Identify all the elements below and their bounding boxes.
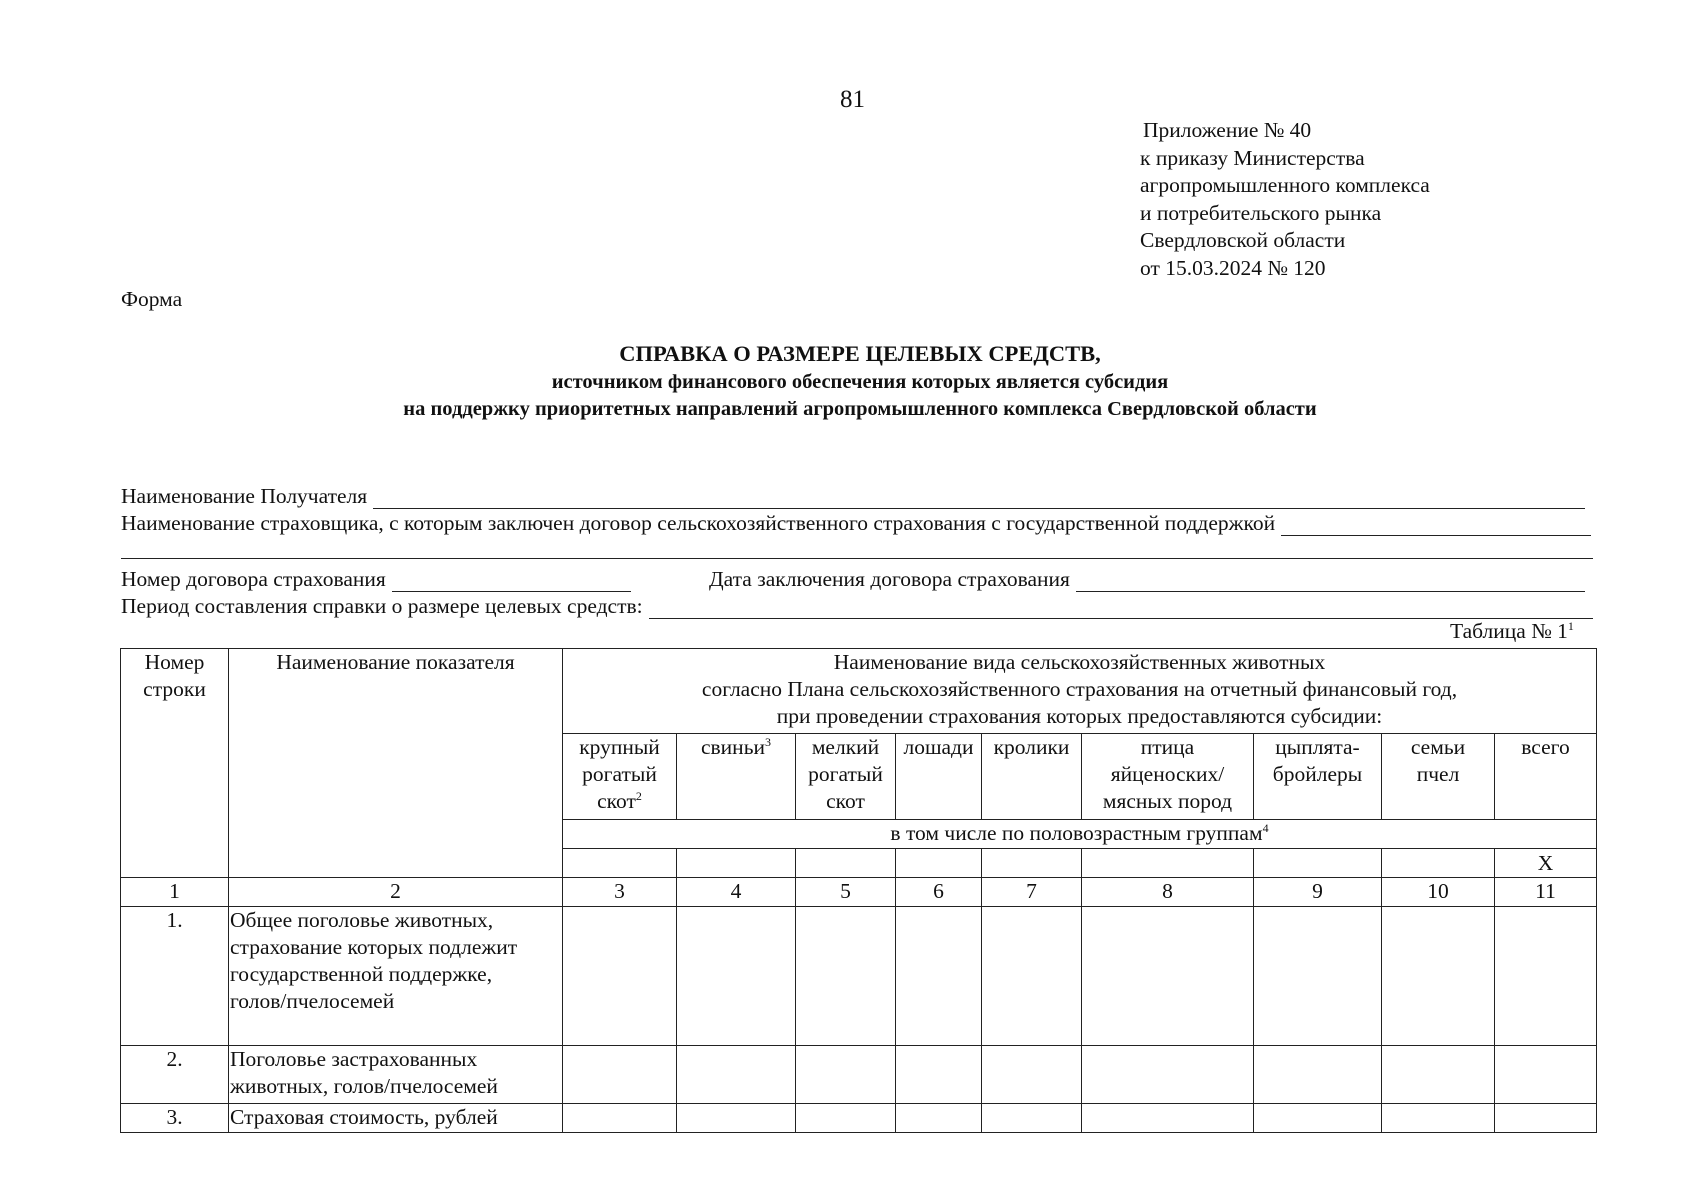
header-pigs-line — [677, 734, 795, 761]
row-indicator-line: Поголовье застрахованных — [230, 1047, 478, 1071]
header-animals-line: Наименование вида сельскохозяйственных животных — [833, 650, 1326, 674]
column-number: 11 — [1495, 878, 1597, 907]
contract-number-field — [121, 567, 631, 592]
table-caption — [1450, 619, 1574, 644]
header-cattle-line — [563, 788, 676, 815]
header-bees-line: семьи — [1410, 735, 1466, 759]
header-broilers-line: цыплята- — [1275, 735, 1360, 759]
period-field — [121, 594, 1593, 619]
insurer-label: Наименование страховщика, с которым заключен договор сельскохозяйственного страхования с государственной поддержкой — [121, 511, 1276, 535]
header-animals-line: согласно Плана сельскохозяйственного страхования на отчетный финансовый год, — [701, 677, 1458, 701]
row-indicator-line: государственной поддержке, — [230, 962, 493, 986]
table-cell[interactable] — [1082, 1104, 1254, 1133]
table-cell[interactable] — [982, 1104, 1082, 1133]
table-cell[interactable] — [796, 849, 896, 878]
table-cell[interactable] — [982, 849, 1082, 878]
table-header — [120, 648, 1597, 878]
column-number: 6 — [896, 878, 982, 907]
header-broilers — [1254, 734, 1382, 820]
header-total — [1495, 734, 1597, 820]
column-number: 7 — [982, 878, 1082, 907]
table-body — [120, 877, 1597, 1133]
footnote-mark: 4 — [1262, 820, 1269, 835]
column-number: 10 — [1382, 878, 1495, 907]
x-mark-cell — [1495, 849, 1597, 878]
table-cell[interactable] — [1382, 849, 1495, 878]
appendix-line: к приказу Министерства — [1140, 145, 1365, 170]
recipient-blank[interactable] — [373, 488, 1585, 509]
table-cell[interactable] — [896, 1104, 982, 1133]
row-number: 1. — [121, 907, 229, 1046]
document-title: СПРАВКА О РАЗМЕРЕ ЦЕЛЕВЫХ СРЕДСТВ, — [619, 341, 1101, 366]
row-indicator-line: животных, голов/пчелосемей — [230, 1074, 498, 1098]
header-rabbits — [982, 734, 1082, 820]
table-caption-footnote: 1 — [1567, 618, 1574, 633]
header-small-cattle-line: скот — [826, 789, 865, 813]
header-animals-line: при проведении страхования которых предоставляются субсидии: — [776, 704, 1383, 728]
table-cell[interactable] — [796, 907, 896, 1046]
contract-number-blank[interactable] — [392, 571, 631, 592]
column-number: 8 — [1082, 878, 1254, 907]
header-animals — [563, 649, 1597, 734]
appendix-line: Приложение № 40 — [1143, 118, 1312, 142]
table-cell[interactable] — [1495, 1046, 1597, 1104]
header-poultry — [1082, 734, 1254, 820]
insurer-blank[interactable] — [1281, 515, 1591, 536]
table-row — [121, 907, 1597, 1046]
row-indicator — [229, 1104, 563, 1133]
insurer-blank-continuation[interactable] — [121, 558, 1593, 559]
table-cell[interactable] — [677, 1104, 796, 1133]
column-number: 3 — [563, 878, 677, 907]
table-cell[interactable] — [796, 1104, 896, 1133]
header-broilers-line: бройлеры — [1272, 762, 1363, 786]
table-caption-text: Таблица № 1 — [1450, 619, 1568, 643]
row-number: 2. — [121, 1046, 229, 1104]
header-horses — [896, 734, 982, 820]
row-indicator-line: Страховая стоимость, рублей — [230, 1105, 498, 1129]
appendix-line: и потребительского рынка — [1140, 200, 1382, 225]
table-cell[interactable] — [1082, 1046, 1254, 1104]
document-subtitle-2: на поддержку приоритетных направлений агропромышленного комплекса Свердловской области — [403, 398, 1317, 420]
table-row — [121, 1104, 1597, 1133]
header-pigs-word: свиньи — [700, 735, 766, 759]
table-cell[interactable] — [896, 907, 982, 1046]
table-cell[interactable] — [563, 1046, 677, 1104]
row-indicator — [229, 1046, 563, 1104]
recipient-field — [121, 484, 1585, 509]
footnote-mark: 3 — [765, 734, 772, 749]
table-cell[interactable] — [896, 1046, 982, 1104]
table-cell[interactable] — [982, 907, 1082, 1046]
table-cell[interactable] — [677, 1046, 796, 1104]
header-rabbits-line: кролики — [993, 735, 1070, 759]
column-number: 1 — [121, 878, 229, 907]
row-indicator — [229, 907, 563, 1046]
column-number: 2 — [229, 878, 563, 907]
table-cell[interactable] — [1254, 1104, 1382, 1133]
table-row — [121, 1046, 1597, 1104]
column-number: 4 — [677, 878, 796, 907]
header-cattle-line: рогатый — [582, 762, 657, 786]
table-cell[interactable] — [1254, 907, 1382, 1046]
appendix-line: агропромышленного комплекса — [1140, 173, 1430, 197]
appendix-line: от 15.03.2024 № 120 — [1140, 255, 1326, 280]
insurer-field — [121, 511, 1591, 536]
header-poultry-line: птица — [1140, 735, 1195, 759]
table-cell[interactable] — [1082, 849, 1254, 878]
header-small-cattle — [796, 734, 896, 820]
footnote-mark: 2 — [635, 788, 642, 803]
table-cell[interactable] — [896, 849, 982, 878]
column-number-row — [121, 878, 1597, 907]
document-subtitle-1: источником финансового обеспечения которых является субсидия — [551, 371, 1169, 393]
contract-date-label: Дата заключения договора страхования — [709, 567, 1070, 591]
table-cell[interactable] — [677, 849, 796, 878]
form-label: Форма — [121, 287, 183, 311]
header-poultry-line: мясных пород — [1102, 789, 1233, 813]
contract-date-field — [709, 567, 1585, 592]
header-pigs — [677, 734, 796, 820]
page-number: 81 — [840, 86, 865, 113]
period-blank[interactable] — [649, 598, 1593, 619]
header-age-groups — [563, 820, 1597, 849]
table-cell[interactable] — [982, 1046, 1082, 1104]
appendix-line: Свердловской области — [1140, 228, 1346, 252]
row-number: 3. — [121, 1104, 229, 1133]
column-number: 5 — [796, 878, 896, 907]
recipient-label: Наименование Получателя — [121, 484, 368, 508]
table-cell[interactable] — [563, 849, 677, 878]
table-cell[interactable] — [1495, 1104, 1597, 1133]
header-total-line: всего — [1521, 735, 1570, 759]
row-indicator-line: голов/пчелосемей — [230, 989, 395, 1013]
header-cattle — [563, 734, 677, 820]
header-cattle-word: скот — [597, 789, 636, 813]
header-horses-line: лошади — [903, 735, 974, 759]
contract-date-blank[interactable] — [1076, 571, 1585, 592]
table-cell[interactable] — [563, 1104, 677, 1133]
header-bees-line: пчел — [1416, 762, 1460, 786]
header-bees — [1382, 734, 1495, 820]
table-cell[interactable] — [1382, 907, 1495, 1046]
table-cell[interactable] — [796, 1046, 896, 1104]
table-cell[interactable] — [1382, 1104, 1495, 1133]
header-row-number — [121, 649, 229, 878]
table-cell[interactable] — [1082, 907, 1254, 1046]
header-small-cattle-line: мелкий — [811, 735, 880, 759]
table-cell[interactable] — [1254, 849, 1382, 878]
header-indicator — [229, 649, 563, 878]
table-cell[interactable] — [563, 907, 677, 1046]
header-row-number-line: Номер — [144, 650, 205, 674]
header-small-cattle-line: рогатый — [808, 762, 883, 786]
table-cell[interactable] — [677, 907, 796, 1046]
header-indicator-text: Наименование показателя — [276, 650, 515, 674]
x-mark: Х — [1537, 851, 1554, 875]
table-cell[interactable] — [1495, 907, 1597, 1046]
header-row-number-line: строки — [143, 677, 206, 701]
table-cell[interactable] — [1382, 1046, 1495, 1104]
appendix-block — [1140, 117, 1430, 282]
header-cattle-line: крупный — [579, 735, 660, 759]
contract-number-label: Номер договора страхования — [121, 567, 386, 591]
column-number: 9 — [1254, 878, 1382, 907]
row-indicator-line: страхование которых подлежит — [230, 935, 518, 959]
period-label: Период составления справки о размере целевых средств: — [121, 594, 643, 618]
header-poultry-line: яйценоских/ — [1110, 762, 1225, 786]
row-indicator-line: Общее поголовье животных, — [230, 908, 494, 932]
table-cell[interactable] — [1254, 1046, 1382, 1104]
header-age-groups-text: в том числе по половозрастным группам — [890, 821, 1263, 845]
